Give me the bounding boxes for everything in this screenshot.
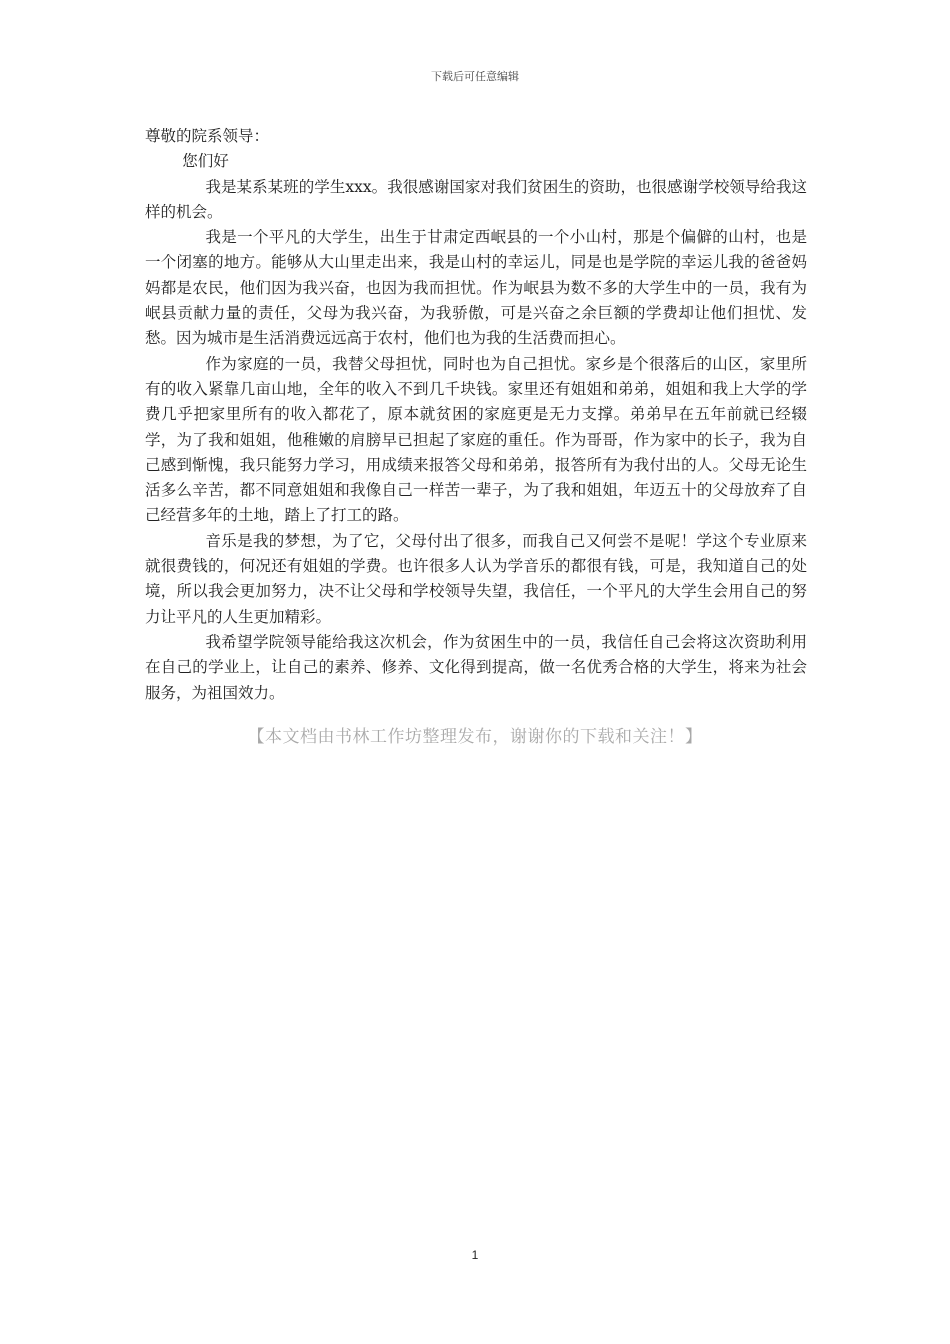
paragraph-4: 音乐是我的梦想，为了它，父母付出了很多，而我自己又何尝不是呢！学这个专业原来就很费钱的，何况还有姐姐的学费。也许很多人认为学音乐的都很有钱，可是，我知道自己的处境，所以我会更加努力，决不让父母和学校领导失望，我信任，一个平凡的大学生会用自己的努力让平凡的人生更加精彩。 [145, 531, 807, 626]
header-note: 下载后可任意编辑 [431, 70, 519, 83]
page-number: 1 [471, 1248, 479, 1262]
paragraph-2: 我是一个平凡的大学生，出生于甘肃定西岷县的一个小山村，那是个偏僻的山村，也是一个闭塞的地方。能够从大山里走出来，我是山村的幸运儿，同是也是学院的幸运儿我的爸爸妈妈都是农民，他们因为我兴奋，也因为我而担忧。作为岷县为数不多的大学生中的一员，我有为岷县贡献力量的责任，父母为我兴奋，为我骄傲，可是兴奋之余巨额的学费却让他们担忧、发愁。因为城市是生活消费远远高于农村，他们也为我的生活费而担心。 [145, 228, 807, 348]
salutation: 尊敬的院系领导： [145, 127, 270, 145]
paragraph-3: 作为家庭的一员，我替父母担忧，同时也为自己担忧。家乡是个很落后的山区，家里所有的收入紧靠几亩山地，全年的收入不到几千块钱。家里还有姐姐和弟弟，姐姐和我上大学的学费几乎把家里所有的收入都花了，原本就贫困的家庭更是无力支撑。弟弟早在五年前就已经辍学，为了我和姐姐，他稚嫩的肩膀早已担起了家庭的重任。作为哥哥，作为家中的长子，我为自己感到惭愧，我只能努力学习，用成绩来报答父母和弟弟，报答所有为我付出的人。父母无论生活多么辛苦，都不同意姐姐和我像自己一样苦一辈子，为了我和姐姐，年迈五十的父母放弃了自己经营多年的土地，踏上了打工的路。 [145, 354, 807, 525]
paragraph-1: 我是某系某班的学生xxx。我很感谢国家对我们贫困生的资助，也很感谢学校领导给我这样的机会。 [145, 177, 807, 221]
paragraph-5: 我希望学院领导能给我这次机会，作为贫困生中的一员，我信任自己会将这次资助利用在自己的学业上，让自己的素养、修养、文化得到提高，做一名优秀合格的大学生，将来为社会服务，为祖国效力。 [145, 632, 807, 702]
footer-note: 【本文档由书林工作坊整理发布，谢谢你的下载和关注！】 [247, 727, 703, 747]
letter-body [145, 124, 807, 706]
greeting: 您们好 [182, 152, 229, 171]
